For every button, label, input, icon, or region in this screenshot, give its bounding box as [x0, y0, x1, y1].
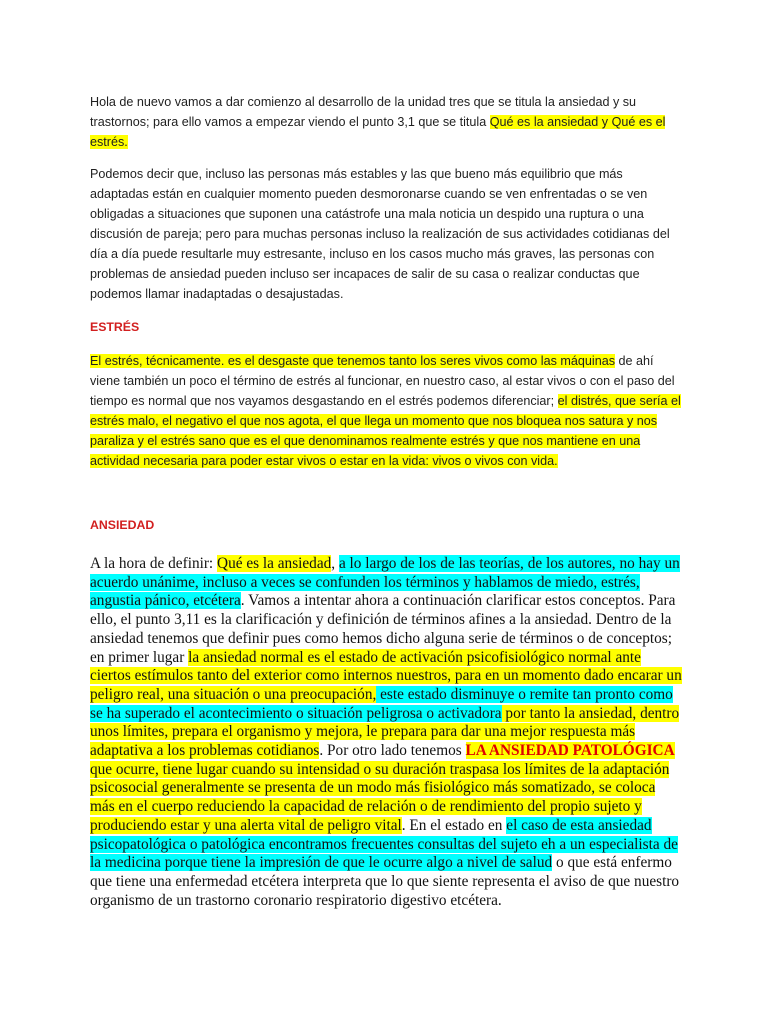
context-text: Podemos decir que, incluso las personas más estables y las que bueno más equilibrio que más adaptadas están en cualquier momento pueden desmoronarse cuando se ven enfrentadas o se ven obligadas a situaciones que suponen una catástrofe una mala noticia un despido una ruptura o una discusión de pareja; pero para muchas personas incluso la realización de sus actividades cotidianas del día a día puede resultarle muy estresante, incluso en los casos mucho más graves, las personas con problemas de ansiedad pueden incluso ser incapaces de salir de su casa o realizar conductas que podemos llamar inadaptadas o desajustadas. [90, 167, 670, 301]
intro-paragraph [90, 92, 680, 152]
disminuye-highlight: este estado disminuye o remite tan pronto como se ha superado el acontecimiento o situación peligrosa o activadora [90, 685, 673, 722]
ansiedad-paragraph [90, 555, 682, 910]
no-acuerdo-highlight: a lo largo de los de las teorías, de los autores, no hay un acuerdo unánime, incluso a veces se confunden los términos y hablamos de miedo, estrés, angustia pánico, etcétera [90, 555, 680, 610]
ansiedad-text-4: . Por otro lado tenemos [319, 742, 466, 760]
estres-paragraph [90, 351, 682, 471]
ansiedad-text-1: A la hora de definir: [90, 555, 218, 572]
ansiedad-text-5: . En el estado en [401, 816, 507, 834]
intro-text: Hola de nuevo vamos a dar comienzo al desarrollo de la unidad tres que se titula la ansiedad y su trastornos; para ello vamos a empezar viendo el punto 3,1 que se titula [90, 95, 637, 129]
heading-ansiedad: ANSIEDAD [90, 518, 155, 532]
ansiedad-text-2: , [331, 555, 339, 572]
ansiedad-patologica-title: LA ANSIEDAD PATOLÓGICA [465, 742, 675, 760]
ansiedad-patologica-highlight: que ocurre, tiene lugar cuando su intensidad o su duración traspasa los límites de la adaptación psicosocial generalmente se presenta de un modo más fisiológico más somatizado, se coloca más en el cuerpo reduciendo la capacidad de relación o de rendimiento del propio sujeto y produciendo estar y una alerta vital de peligro vital [90, 760, 670, 834]
intro-highlight: Qué es la ansiedad y Qué es el estrés. [90, 115, 666, 149]
prepara-organismo-highlight: por tanto la ansiedad, dentro unos límites, prepara el organismo y mejora, le prepara para dar una mejor respuesta más adaptativa a los problemas cotidianos [90, 704, 680, 760]
que-es-ansiedad-highlight: Qué es la ansiedad [217, 555, 332, 572]
ansiedad-normal-highlight: la ansiedad normal es el estado de activación psicofisiológico normal ante ciertos estímulos tanto del exterior como internos nuestros, para en un momento dado encarar un peligro real, una situación o una preocupación, [90, 648, 682, 703]
estres-text: de ahí viene también un poco el término de estrés al funcionar, en nuestro caso, al estar vivos o con el paso del tiempo es normal que nos vayamos desgastando en el estrés podemos diferenciar; [90, 354, 675, 408]
context-paragraph [90, 164, 680, 304]
heading-estres: ESTRÉS [90, 320, 140, 334]
estres-definition-highlight: El estrés, técnicamente. es el desgaste que tenemos tanto los seres vivos como las máquinas [90, 354, 616, 368]
consultas-highlight: el caso de esta ansiedad psicopatológica o patológica encontramos frecuentes consultas del sujeto eh a un especialista de la medicina porque tiene la impresión de que le ocurre algo a nivel de salud [90, 816, 678, 872]
distres-highlight: el distrés, que sería el estrés malo, el negativo el que nos agota, el que llega un momento que nos bloquea nos satura y nos paraliza y el estrés sano que es el que denominamos realmente estrés y que nos mantiene en una actividad necesaria para poder estar vivos o estar en la vida: vivos o vivos con vida. [90, 394, 681, 468]
ansiedad-text-3: . Vamos a intentar ahora a continuación clarificar estos conceptos. Para ello, el punto 3,11 es la clarificación y definición de términos afines a la ansiedad. Dentro de la ansiedad tenemos que definir pues como hemos dicho alguna serie de términos o de conceptos; en primer lugar [90, 592, 676, 666]
ansiedad-text-6: o que está enfermo que tiene una enfermedad etcétera interpreta que lo que siente representa el aviso de que nuestro organismo de un trastorno coronario respiratorio digestivo etcétera. [90, 854, 680, 909]
